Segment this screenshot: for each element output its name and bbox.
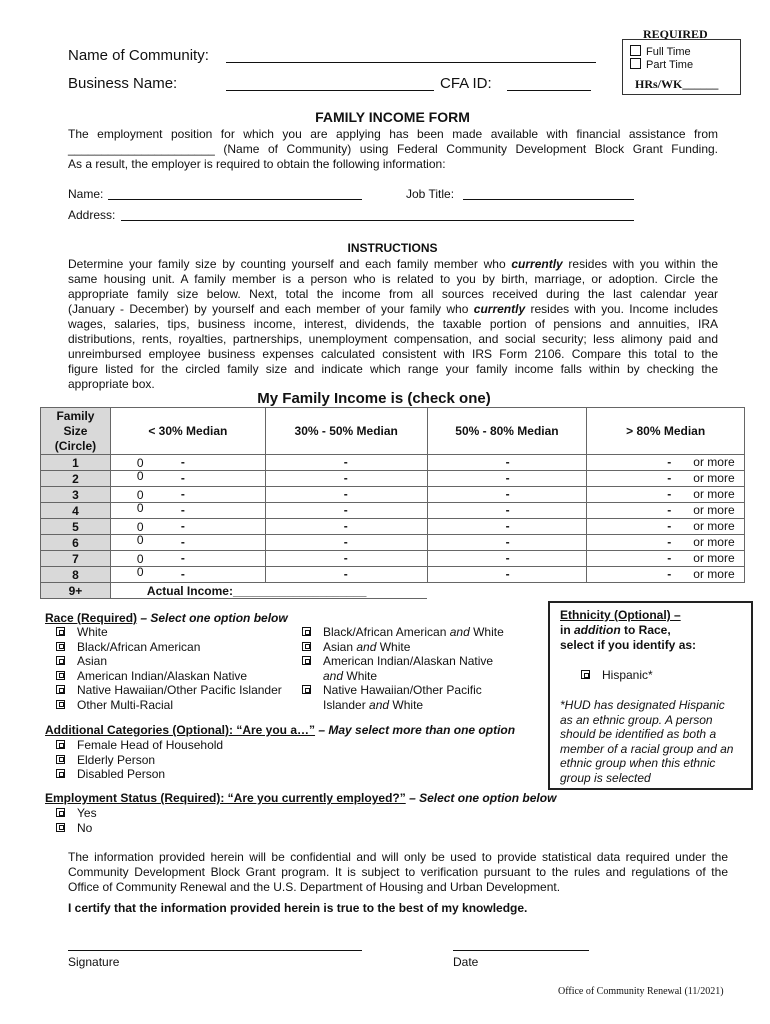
option-label: Other Multi-Racial (77, 697, 174, 712)
median-30-header: < 30% Median (110, 408, 265, 455)
intro-line: The employment position for which you are applying has been made available with financial assistance from (68, 127, 718, 141)
additional-option[interactable] (56, 767, 223, 782)
option-label: Asian and White (323, 639, 411, 654)
income-range-cell[interactable] (265, 503, 427, 519)
form-title: FAMILY INCOME FORM (315, 109, 470, 125)
required-title: REQUIRED (643, 27, 708, 41)
address-label: Address: (68, 208, 116, 222)
range-dash: - (343, 503, 348, 517)
range-dash: - (667, 519, 672, 533)
race-option[interactable] (56, 640, 282, 655)
race-option[interactable] (302, 683, 504, 698)
race-option[interactable] (56, 625, 282, 640)
range-dash: - (180, 535, 185, 549)
ethnicity-note-line: group is selected (560, 770, 651, 785)
option-label: No (77, 820, 93, 835)
income-range-cell[interactable] (587, 471, 745, 487)
signature-label: Signature (68, 955, 120, 969)
ethnicity-note-line: *HUD has designated Hispanic (560, 698, 725, 712)
option-label: Disabled Person (77, 767, 166, 782)
range-dash: - (180, 503, 185, 517)
table-row (41, 551, 745, 567)
hispanic-option[interactable]: Hispanic* (581, 668, 653, 683)
income-range-cell[interactable] (427, 471, 587, 487)
option-checkbox[interactable] (302, 656, 311, 665)
family-size-header: Family Size (Circle) (41, 408, 111, 455)
option-label: Native Hawaiian/Other Pacific (323, 683, 482, 698)
option-label: Asian (77, 654, 108, 669)
job-title-input-line[interactable] (463, 199, 634, 200)
income-range-cell[interactable] (265, 455, 427, 471)
income-range-cell[interactable] (265, 535, 427, 551)
range-dash: - (667, 487, 672, 501)
race-heading: Race (Required) – Select one option below (45, 611, 288, 625)
business-name-label: Business Name: (68, 75, 178, 92)
instruction-line: distributions, rents, royalties, partnerships, unemployment compensation, and social security; less alimony paid and (68, 332, 718, 346)
family-size-cell[interactable]: 4 (41, 503, 111, 519)
income-table-title: My Family Income is (check one) (257, 390, 491, 407)
table-row (41, 535, 745, 551)
range-dash: - (343, 471, 348, 485)
range-dash: - (505, 471, 510, 485)
option-checkbox[interactable] (56, 823, 65, 832)
option-label: Elderly Person (77, 752, 156, 767)
income-range-cell[interactable] (110, 455, 265, 471)
ethnicity-note-line: should be identified as both a (560, 727, 717, 742)
range-dash: - (505, 567, 510, 581)
range-dash: - (667, 455, 672, 469)
or-more-label: or more (693, 503, 735, 517)
intro-paragraph (68, 127, 718, 172)
range-dash: - (343, 455, 348, 469)
table-row (41, 519, 745, 535)
option-label: Native Hawaiian/Other Pacific Islander (77, 683, 282, 698)
income-range-cell[interactable] (110, 551, 265, 567)
additional-option[interactable] (56, 753, 223, 768)
business-name-input-line[interactable] (226, 90, 434, 91)
race-option-continued: Islander and White (323, 697, 424, 712)
income-range-cell[interactable] (587, 519, 745, 535)
range-dash: - (505, 551, 510, 565)
income-range-cell[interactable] (587, 567, 745, 583)
ethnicity-note-line: ethnic group when this ethnic (560, 756, 716, 771)
employment-option[interactable] (56, 821, 97, 836)
range-dash: - (667, 503, 672, 517)
hours-per-week-field[interactable]: HRs/WK______ (635, 77, 719, 91)
instructions-heading: INSTRUCTIONS (347, 241, 438, 255)
community-label: Name of Community: (68, 47, 209, 64)
or-more-label: or more (693, 487, 735, 501)
range-dash: - (505, 535, 510, 549)
confidentiality-line: Community Development Block Grant program. It is subject to verification pursuant to the rules and regulations of the (68, 865, 728, 879)
range-dash: - (505, 455, 510, 469)
range-dash: - (180, 471, 185, 485)
income-range-cell[interactable] (427, 487, 587, 503)
income-range-cell[interactable] (110, 487, 265, 503)
option-checkbox[interactable] (56, 808, 65, 817)
instruction-line: unreimbursed employee business expenses calculated consistent with IRS Form 2106. Compare this total to the (68, 347, 718, 361)
name-input-line[interactable] (108, 199, 362, 200)
employment-heading: Employment Status (Required): “Are you currently employed?” – Select one option below (45, 791, 557, 805)
full-time-checkbox[interactable] (630, 45, 641, 56)
confidentiality-line: Office of Community Renewal and the U.S. Department of Housing and Urban Development. (68, 880, 561, 894)
ethnicity-heading: Ethnicity (Optional) – in addition to Race, select if you identify as: (560, 608, 697, 652)
cfa-id-input-line[interactable] (507, 90, 591, 91)
employment-options (56, 806, 97, 835)
income-range-cell[interactable] (110, 503, 265, 519)
option-checkbox[interactable] (302, 642, 311, 651)
table-row (41, 503, 745, 519)
income-range-cell[interactable] (110, 519, 265, 535)
income-start-value: 0 (136, 469, 144, 483)
confidentiality-line: The information provided herein will be confidential and will only be used to provide statistical data required under the (68, 850, 728, 864)
option-checkbox[interactable] (56, 671, 65, 680)
hispanic-checkbox[interactable] (581, 670, 590, 679)
intro-line: As a result, the employer is required to obtain the following information: (68, 157, 446, 171)
race-option[interactable] (302, 640, 504, 655)
income-range-cell[interactable] (265, 519, 427, 535)
signature-line[interactable] (68, 950, 362, 951)
option-label: White (77, 625, 108, 639)
family-size-cell[interactable]: 2 (41, 471, 111, 487)
income-range-cell[interactable] (265, 551, 427, 567)
income-range-cell[interactable] (427, 503, 587, 519)
family-size-cell[interactable]: 8 (41, 567, 111, 583)
family-size-cell[interactable]: 6 (41, 535, 111, 551)
income-start-value: 0 (136, 552, 144, 566)
income-start-value: 0 (136, 488, 144, 502)
instruction-line: (January - December) by yourself and each member of your family who currently resides with you. Income includes (68, 302, 718, 316)
or-more-label: or more (693, 567, 735, 581)
option-label: Black/African American and White (323, 625, 504, 639)
range-dash: - (505, 487, 510, 501)
additional-heading: Additional Categories (Optional): “Are you a…” – May select more than one option (45, 723, 516, 737)
confidentiality-paragraph (68, 850, 728, 895)
income-start-value: 0 (136, 501, 144, 515)
table-row (41, 583, 745, 599)
instruction-line: appropriate box. (68, 377, 155, 391)
income-start-value: 0 (136, 533, 144, 547)
range-dash: - (667, 567, 672, 581)
ethnicity-note-line: as an ethnic group. A person (560, 712, 713, 727)
table-row (41, 567, 745, 583)
actual-income-cell[interactable]: Actual Income:____________________ (110, 583, 427, 599)
race-option[interactable] (56, 683, 282, 698)
option-checkbox[interactable] (56, 642, 65, 651)
option-checkbox[interactable] (56, 755, 65, 764)
ethnicity-note (560, 698, 733, 786)
instruction-line: same housing unit. A family member is a person who is related to you by birth, marriage, or adoption. Circle the (68, 272, 718, 286)
income-range-cell[interactable] (265, 567, 427, 583)
range-dash: - (667, 471, 672, 485)
part-time-checkbox[interactable] (630, 58, 641, 69)
income-range-cell[interactable] (110, 471, 265, 487)
income-start-value: 0 (136, 565, 144, 579)
income-range-cell[interactable] (587, 551, 745, 567)
footer-text: Office of Community Renewal (11/2021) (558, 986, 724, 997)
range-dash: - (343, 487, 348, 501)
name-label: Name: (68, 187, 104, 201)
income-range-cell[interactable] (265, 487, 427, 503)
option-label: Black/African American (77, 639, 201, 654)
or-more-label: or more (693, 551, 735, 565)
income-start-value: 0 (136, 520, 144, 534)
income-range-cell[interactable] (587, 535, 745, 551)
income-range-cell[interactable] (427, 535, 587, 551)
race-right-options (302, 625, 504, 713)
or-more-label: or more (693, 471, 735, 485)
race-option[interactable] (302, 654, 504, 669)
option-checkbox[interactable] (56, 627, 65, 636)
intro-line: ______________________ (Name of Community) using Federal Community Development Block Grant Funding. (68, 142, 718, 156)
or-more-label: or more (693, 519, 735, 533)
range-dash: - (343, 567, 348, 581)
race-option[interactable] (56, 654, 282, 669)
option-label: American Indian/Alaskan Native (323, 654, 494, 669)
income-table (40, 407, 745, 599)
address-input-line[interactable] (121, 220, 634, 221)
date-label: Date (453, 955, 479, 969)
family-size-cell[interactable]: 7 (41, 551, 111, 567)
income-start-value: 0 (136, 456, 144, 470)
option-checkbox[interactable] (56, 700, 65, 709)
range-dash: - (180, 487, 185, 501)
race-left-options (56, 625, 282, 713)
income-range-cell[interactable] (427, 455, 587, 471)
instruction-line: appropriate family size below. Next, total the income from all sources received during the last calendar year (68, 287, 718, 301)
table-row (41, 487, 745, 503)
range-dash: - (343, 519, 348, 533)
certify-statement: I certify that the information provided herein is true to the best of my knowledge. (68, 901, 528, 915)
option-checkbox[interactable] (56, 740, 65, 749)
range-dash: - (343, 535, 348, 549)
range-dash: - (667, 551, 672, 565)
family-size-cell[interactable]: 3 (41, 487, 111, 503)
median-80-header: > 80% Median (587, 408, 745, 455)
date-line[interactable] (453, 950, 589, 951)
option-label: Yes (77, 806, 97, 820)
employment-option[interactable] (56, 806, 97, 821)
income-range-cell[interactable] (427, 567, 587, 583)
income-range-cell[interactable] (265, 471, 427, 487)
or-more-label: or more (693, 455, 735, 469)
race-option[interactable] (302, 625, 504, 640)
option-checkbox[interactable] (56, 769, 65, 778)
race-option[interactable] (56, 698, 282, 713)
part-time-option[interactable]: Part Time (630, 58, 693, 71)
income-range-cell[interactable] (110, 535, 265, 551)
family-size-cell[interactable]: 1 (41, 455, 111, 471)
income-range-cell[interactable] (587, 455, 745, 471)
full-time-option[interactable]: Full Time (630, 45, 691, 58)
income-range-cell[interactable] (110, 567, 265, 583)
race-option[interactable] (56, 669, 282, 684)
range-dash: - (180, 519, 185, 533)
range-dash: - (505, 503, 510, 517)
instructions-paragraph (68, 257, 718, 392)
instruction-line: wages, salaries, tips, business income, interest, dividends, the taxable portion of pensions and annuities, IRA (68, 317, 718, 331)
range-dash: - (180, 567, 185, 581)
community-input-line[interactable] (226, 62, 596, 63)
range-dash: - (180, 551, 185, 565)
range-dash: - (505, 519, 510, 533)
family-size-cell[interactable]: 9+ (41, 583, 111, 599)
or-more-label: or more (693, 535, 735, 549)
ethnicity-note-line: member of a racial group and an (560, 741, 734, 756)
range-dash: - (343, 551, 348, 565)
range-dash: - (667, 535, 672, 549)
income-range-cell[interactable] (587, 487, 745, 503)
instruction-line: Determine your family size by counting yourself and each family member who currently resides with you within the (68, 257, 719, 271)
cfa-id-label: CFA ID: (440, 75, 492, 92)
table-row (41, 471, 745, 487)
option-checkbox[interactable] (56, 656, 65, 665)
median-50-80-header: 50% - 80% Median (427, 408, 587, 455)
family-size-cell[interactable]: 5 (41, 519, 111, 535)
median-30-50-header: 30% - 50% Median (265, 408, 427, 455)
table-row (41, 455, 745, 471)
income-range-cell[interactable] (427, 551, 587, 567)
income-range-cell[interactable] (587, 503, 745, 519)
option-checkbox[interactable] (302, 627, 311, 636)
option-label: Female Head of Household (77, 738, 224, 752)
empty-cell (427, 583, 744, 599)
range-dash: - (180, 455, 185, 469)
instruction-line: figure listed for the circled family size and indicate which range your family income falls within by checking the (68, 362, 718, 376)
option-label: American Indian/Alaskan Native (77, 668, 248, 683)
additional-option[interactable] (56, 738, 223, 753)
option-checkbox[interactable] (56, 685, 65, 694)
additional-options (56, 738, 223, 782)
job-title-label: Job Title: (406, 187, 455, 201)
income-range-cell[interactable] (427, 519, 587, 535)
race-option-continued: and White (323, 668, 378, 683)
option-checkbox[interactable] (302, 685, 311, 694)
